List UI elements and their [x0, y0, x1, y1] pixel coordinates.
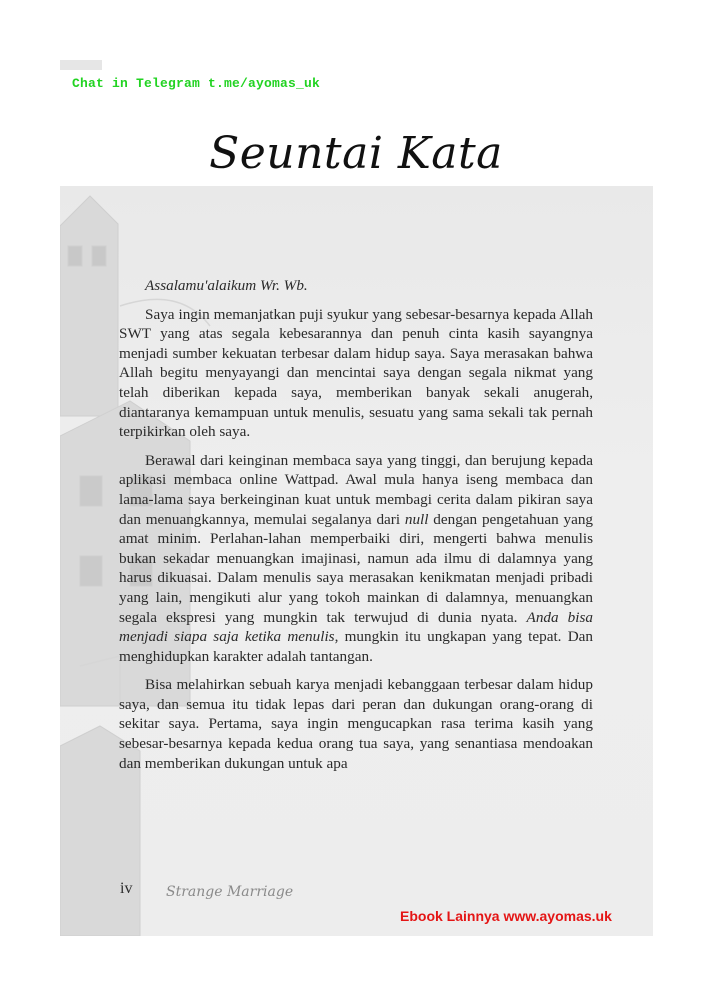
- paragraph-1: Saya ingin memanjatkan puji syukur yang sebesar-besarnya kepada Allah SWT yang atas segala kebesarannya dan penuh cinta kasih sayangnya menjadi sumber kekuatan terbesar dalam hidup saya. Saya merasakan bahwa Allah begitu menyayangi dan mencintai saya dengan segala nikmat yang telah diberikan kepada saya, memberikan banyak sekali anugerah, diantaranya kemampuan untuk menulis, sesuatu yang sama sekali tak pernah terpikirkan oleh saya.: [119, 305, 593, 441]
- body-text: [119, 276, 593, 782]
- paragraph-2: [119, 451, 593, 667]
- paragraph-2-part-b: dengan pengetahuan yang amat minim. Perlahan-lahan memperbaiki diri, mengerti bahwa menulis bukan sekadar menuangkan imajinasi, namun ada ilmu di dalamnya yang harus dikuasai. Dalam menulis saya merasakan kenikmatan menjadi pribadi yang lain, mengikuti alur yang tokoh mainkan di dalamnya, menuangkan segala ekspresi yang mungkin tak terwujud di dunia nyata.: [119, 510, 594, 626]
- paragraph-2-part-c: , mungkin itu ungkapan yang tepat. Dan menghidupkan karakter adalah tantangan.: [119, 628, 593, 665]
- paragraph-2-italic-quote: Anda bisa menjadi siapa saja ketika menulis: [119, 608, 593, 646]
- greeting: Assalamu'alaikum Wr. Wb.: [145, 277, 308, 294]
- paragraph-2-part-a: Berawal dari keinginan membaca saya yang tinggi, dan berujung kepada aplikasi membaca online Wattpad. Awal mula hanya iseng membaca dan lama-lama saya berkeinginan kuat untuk membagi cerita dalam pikiran saya dan menuangkannya, memulai segalanya dari: [119, 451, 593, 528]
- page-number: iv: [120, 880, 133, 897]
- paragraph-2-null: null: [404, 510, 429, 528]
- tower-shape: [60, 196, 118, 416]
- running-title: Strange Marriage: [166, 884, 294, 900]
- corner-tab: [60, 60, 102, 70]
- ebook-watermark: Ebook Lainnya www.ayomas.uk: [400, 908, 612, 924]
- chapter-title: Seuntai Kata: [209, 128, 503, 179]
- telegram-watermark: Chat in Telegram t.me/ayomas_uk: [72, 76, 321, 91]
- paragraph-3: Bisa melahirkan sebuah karya menjadi kebanggaan terbesar dalam hidup saya, dan semua itu tidak lepas dari peran dan dukungan orang-orang di sekitar saya. Pertama, saya ingin mengucapkan rasa terima kasih yang sebesar-besarnya kepada kedua orang tua saya, yang senantiasa mendoakan dan memberikan dukungan untuk apa: [119, 676, 593, 772]
